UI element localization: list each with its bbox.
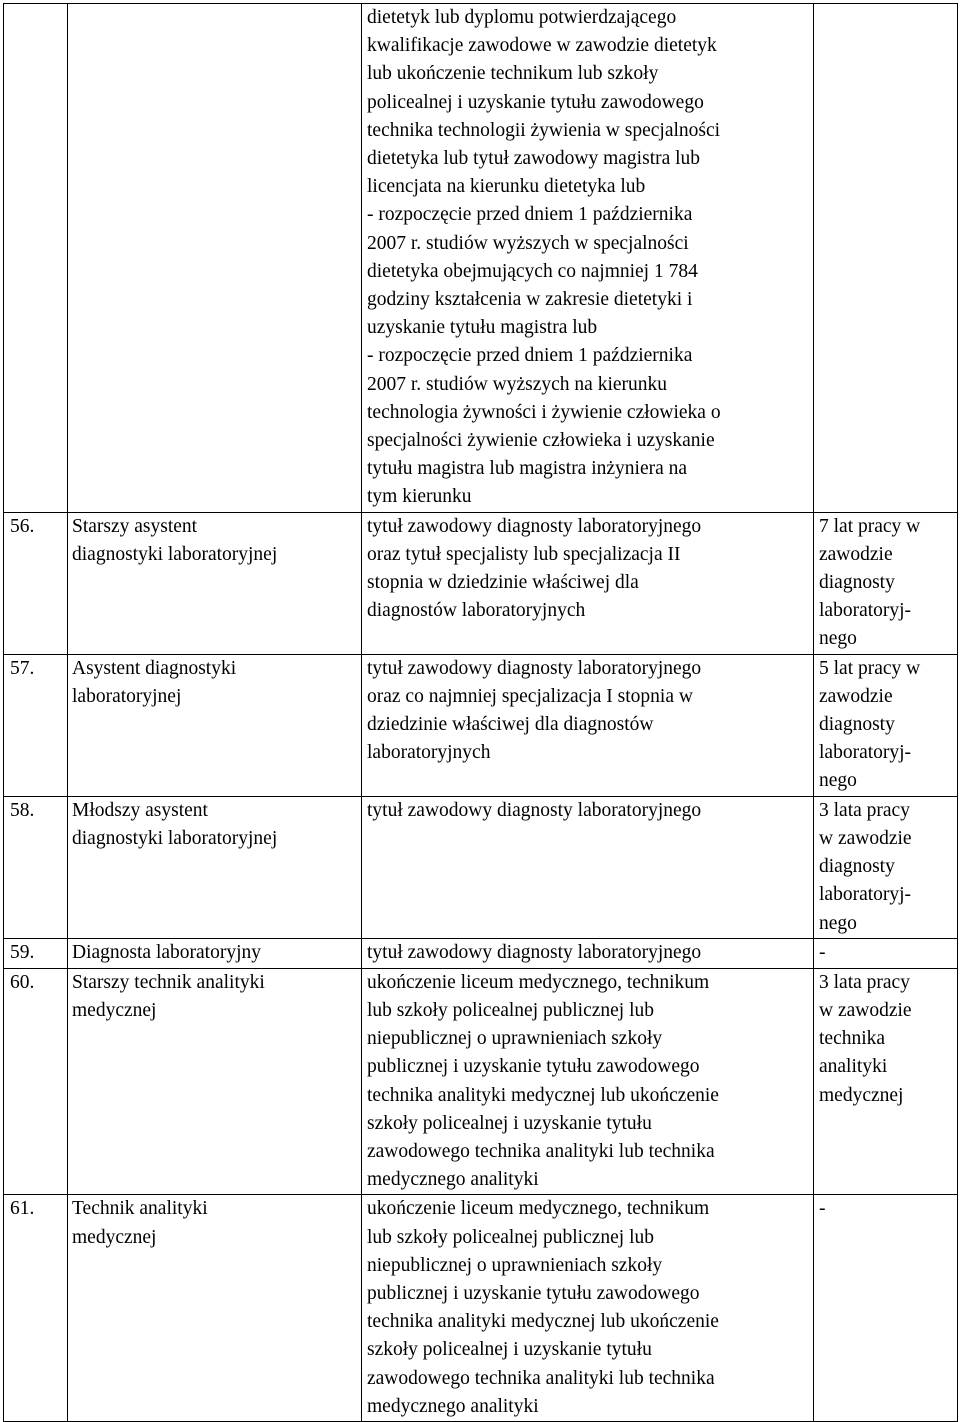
table-row	[4, 968, 958, 1195]
position-name: Technik analityki medycznej	[68, 1195, 362, 1422]
table-row	[4, 654, 958, 796]
required-experience: 3 lata pracy w zawodzie diagnosty laboratoryj- nego	[814, 796, 958, 938]
qualification-requirements: ukończenie liceum medycznego, technikum lub szkoły policealnej publicznej lub niepublicznej o uprawnieniach szkoły publicznej i uzyskanie tytułu zawodowego technika analityki medycznej lub ukończenie szkoły policealnej i uzyskanie tytułu zawodowego technika analityki lub technika medycznego analityki	[362, 1195, 814, 1422]
position-name: Starszy technik analityki medycznej	[68, 968, 362, 1195]
required-experience: 7 lat pracy w zawodzie diagnosty laboratoryj- nego	[814, 512, 958, 654]
qualification-requirements: tytuł zawodowy diagnosty laboratoryjnego oraz co najmniej specjalizacja I stopnia w dziedzinie właściwej dla diagnostów laboratoryjnych	[362, 654, 814, 796]
position-name: Asystent diagnostyki laboratoryjnej	[68, 654, 362, 796]
row-number: 59.	[4, 938, 68, 968]
qualification-requirements: tytuł zawodowy diagnosty laboratoryjnego	[362, 796, 814, 938]
row-number: 56.	[4, 512, 68, 654]
qualification-requirements: ukończenie liceum medycznego, technikum lub szkoły policealnej publicznej lub niepublicznej o uprawnieniach szkoły publicznej i uzyskanie tytułu zawodowego technika analityki medycznej lub ukończenie szkoły policealnej i uzyskanie tytułu zawodowego technika analityki lub technika medycznego analityki	[362, 968, 814, 1195]
row-number: 57.	[4, 654, 68, 796]
table-row	[4, 796, 958, 938]
required-experience: -	[814, 1195, 958, 1422]
row-number: 60.	[4, 968, 68, 1195]
row-number: 61.	[4, 1195, 68, 1422]
position-name: Starszy asystent diagnostyki laboratoryjnej	[68, 512, 362, 654]
table-row	[4, 1195, 958, 1422]
table-row	[4, 512, 958, 654]
table-row	[4, 938, 958, 968]
position-name: Młodszy asystent diagnostyki laboratoryjnej	[68, 796, 362, 938]
required-experience: -	[814, 938, 958, 968]
required-experience: 3 lata pracy w zawodzie technika analityki medycznej	[814, 968, 958, 1195]
table-row	[4, 4, 958, 513]
row-number: 58.	[4, 796, 68, 938]
qualifications-table	[3, 3, 958, 1422]
qualification-requirements: tytuł zawodowy diagnosty laboratoryjnego	[362, 938, 814, 968]
qualification-requirements: dietetyk lub dyplomu potwierdzającego kwalifikacje zawodowe w zawodzie dietetyk lub ukończenie technikum lub szkoły policealnej i uzyskanie tytułu zawodowego technika technologii żywienia w specjalności dietetyka lub tytuł zawodowy magistra lub licencjata na kierunku dietetyka lub - rozpoczęcie przed dniem 1 października 2007 r. studiów wyższych w specjalności dietetyka obejmujących co najmniej 1 784 godziny kształcenia w zakresie dietetyki i uzyskanie tytułu magistra lub - rozpoczęcie przed dniem 1 października 2007 r. studiów wyższych na kierunku technologia żywności i żywienie człowieka o specjalności żywienie człowieka i uzyskanie tytułu magistra lub magistra inżyniera na tym kierunku	[362, 4, 814, 513]
required-experience: 5 lat pracy w zawodzie diagnosty laboratoryj- nego	[814, 654, 958, 796]
required-experience	[814, 4, 958, 513]
row-number	[4, 4, 68, 513]
qualification-requirements: tytuł zawodowy diagnosty laboratoryjnego oraz tytuł specjalisty lub specjalizacja II stopnia w dziedzinie właściwej dla diagnostów laboratoryjnych	[362, 512, 814, 654]
position-name: Diagnosta laboratoryjny	[68, 938, 362, 968]
position-name	[68, 4, 362, 513]
